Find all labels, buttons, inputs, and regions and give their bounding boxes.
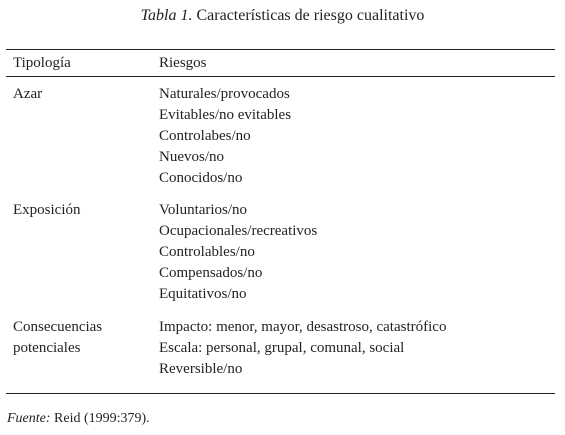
risk-item: Controlables/no [159,244,255,260]
risk-item: Ocupacionales/recreativos [159,223,318,239]
caption-label: Tabla 1. [140,7,193,24]
risk-item: Reversible/no [159,361,243,377]
risk-item: Nuevos/no [159,149,224,165]
source-text: Reid (1999:379). [54,411,150,426]
risk-item: Evitables/no evitables [159,107,292,123]
risk-item: Voluntarios/no [159,202,248,218]
risk-item: Equitativos/no [159,286,247,302]
riesgos-cell [159,317,446,380]
header-tipologia: Tipología [13,55,71,71]
header-riesgos: Riesgos [159,55,207,71]
risk-item: Controlabes/no [159,128,251,144]
risk-item: Impacto: menor, mayor, desastroso, catastrófico [159,319,447,335]
table-top-rule [6,49,555,50]
tipologia-cell: Azar [13,86,43,102]
caption-title: Características de riesgo cualitativo [196,7,425,24]
source-label: Fuente: [7,411,51,426]
tipologia-cell: Exposición [13,202,81,218]
risk-item: Escala: personal, grupal, comunal, social [159,340,405,356]
tipologia-line: Consecuencias [13,319,103,335]
header-rule [6,76,555,77]
tipologia-line: potenciales [13,340,81,356]
risk-item: Compensados/no [159,265,263,281]
risk-item: Conocidos/no [159,170,243,186]
table-caption [0,5,565,27]
tipologia-cell [13,317,102,359]
riesgos-cell [159,200,317,305]
table-bottom-rule [6,393,555,394]
source-note [7,410,150,428]
risk-item: Naturales/provocados [159,86,290,102]
riesgos-cell [159,84,291,189]
